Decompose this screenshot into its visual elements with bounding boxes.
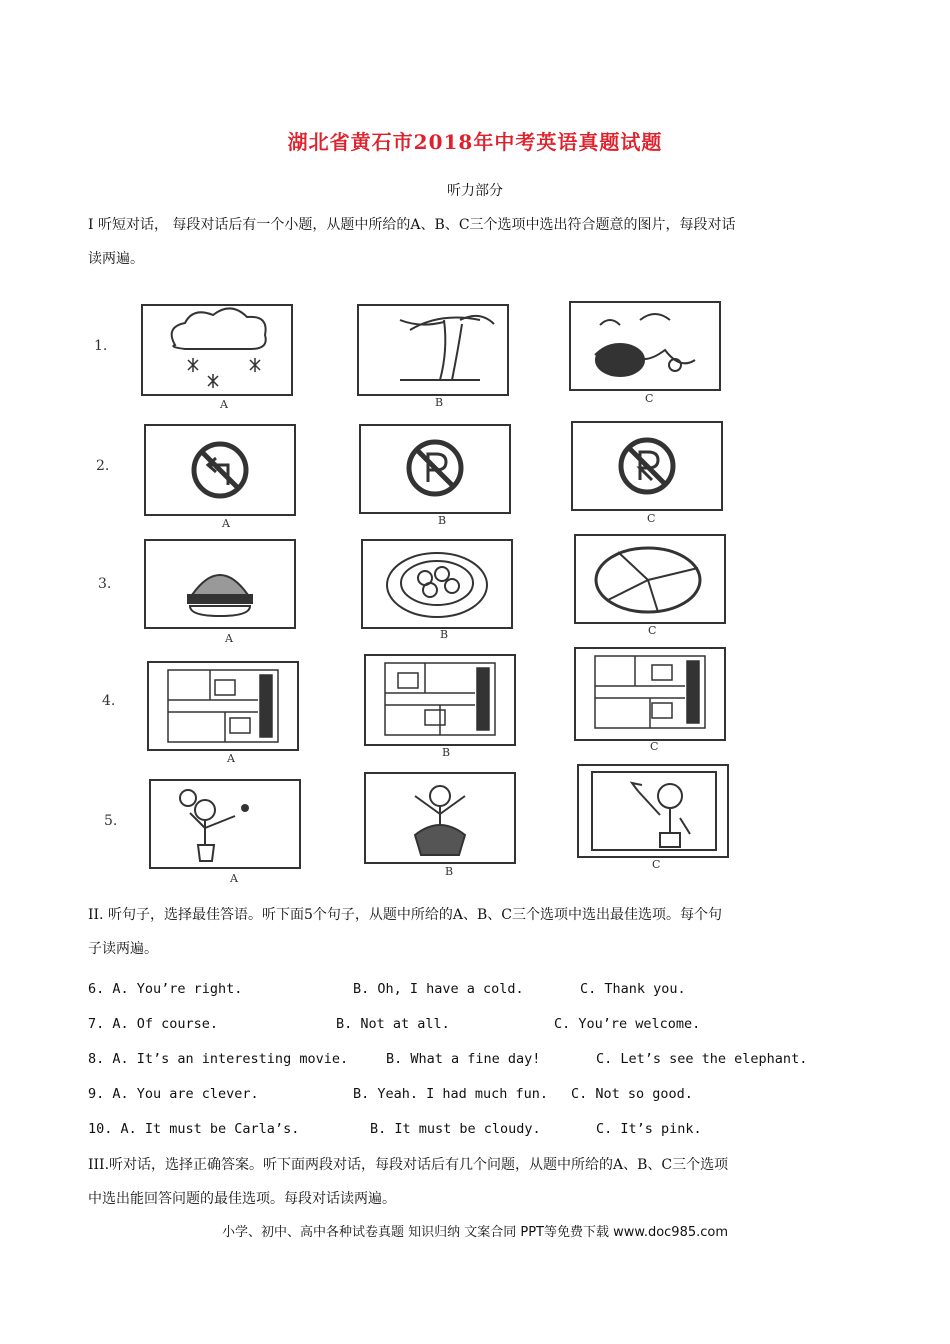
snowflake-icon <box>188 358 260 388</box>
question-item <box>88 1016 701 1032</box>
option-label: A <box>225 632 233 645</box>
instruction-line: I 听短对话， 每段对话后有一个小题，从题中所给的A、B、C三个选项中选出符合题意的图片，每段对话 <box>88 217 736 233</box>
instruction-line: II. 听句子，选择最佳答语。听下面5个句子，从题中所给的A、B、C三个选项中选出最佳选项。每个句 <box>88 907 722 923</box>
landscape-icon <box>595 314 695 376</box>
option-c: C. Not so good. <box>571 1086 693 1102</box>
option-label: C <box>645 392 654 405</box>
question-item <box>88 981 686 997</box>
section-3-instructions <box>88 1148 878 1216</box>
option-label: A <box>230 872 238 885</box>
instruction-line: 读两遍。 <box>88 251 144 267</box>
person-icon <box>415 786 465 855</box>
option-label: A <box>220 398 228 411</box>
question-item <box>88 1121 702 1137</box>
option-c: C. It’s pink. <box>596 1121 702 1137</box>
question-number: 5. <box>104 813 118 829</box>
map-icon <box>385 663 495 735</box>
option-label: C <box>650 740 659 753</box>
option-label: B <box>445 865 454 878</box>
section-heading: 听力部分 <box>447 183 503 199</box>
map-icon <box>595 656 705 728</box>
document-title: 湖北省黄石市2018年中考英语真题试题 <box>287 130 663 154</box>
option-label: C <box>652 858 661 871</box>
option-label: C <box>648 624 657 637</box>
question-item <box>88 1086 693 1102</box>
instruction-line: 子读两遍。 <box>88 941 158 957</box>
cloud-icon <box>172 308 266 349</box>
option-b: B. It must be cloudy. <box>370 1121 541 1137</box>
no-left-turn-icon <box>194 444 246 496</box>
option-label: A <box>227 752 235 765</box>
option-label: C <box>647 512 656 525</box>
section-1-instructions <box>88 208 878 276</box>
plate-icon <box>387 553 487 617</box>
option-label: B <box>438 514 447 527</box>
no-parking-icon <box>621 440 673 492</box>
option-a: 6. A. You’re right. <box>88 981 243 997</box>
teacher-icon <box>592 772 716 850</box>
option-a: 10. A. It must be Carla’s. <box>88 1121 300 1137</box>
instruction-line: 中选出能回答问题的最佳选项。每段对话读两遍。 <box>88 1191 396 1207</box>
tennis-player-icon <box>180 790 248 861</box>
tree-icon <box>400 316 494 380</box>
map-icon <box>168 670 278 742</box>
question-number: 2. <box>96 458 110 474</box>
hamburger-icon <box>188 575 252 616</box>
section-2-instructions <box>88 898 878 966</box>
question-number: 3. <box>98 576 112 592</box>
option-b: B. Yeah. I had much fun. <box>353 1086 549 1102</box>
option-label: A <box>222 517 230 530</box>
option-c: C. You’re welcome. <box>554 1016 701 1032</box>
option-b: B. Not at all. <box>336 1016 450 1032</box>
page-footer: 小学、初中、高中各种试卷真题 知识归纳 文案合同 PPT等免费下载 www.doc985.com <box>221 1225 729 1240</box>
option-b: B. What a fine day! <box>386 1051 541 1067</box>
no-parking-icon <box>409 442 461 494</box>
option-a: 7. A. Of course. <box>88 1016 219 1032</box>
option-b: B. Oh, I have a cold. <box>353 981 524 997</box>
pizza-icon <box>596 548 700 612</box>
option-a: 8. A. It’s an interesting movie. <box>88 1051 349 1067</box>
picture-grid <box>80 290 750 890</box>
question-item <box>88 1051 808 1067</box>
option-c: C. Thank you. <box>580 981 686 997</box>
option-c: C. Let’s see the elephant. <box>596 1051 808 1067</box>
option-a: 9. A. You are clever. <box>88 1086 259 1102</box>
instruction-line: III.听对话，选择正确答案。听下面两段对话，每段对话后有几个问题，从题中所给的A、B、C三个选项 <box>88 1157 729 1173</box>
question-number: 4. <box>102 693 116 709</box>
option-label: B <box>442 746 451 759</box>
picture-choices-figure <box>80 290 750 890</box>
option-label: B <box>440 628 449 641</box>
question-number: 1. <box>94 338 108 354</box>
picture-frame <box>570 302 720 390</box>
option-label: B <box>435 396 444 409</box>
